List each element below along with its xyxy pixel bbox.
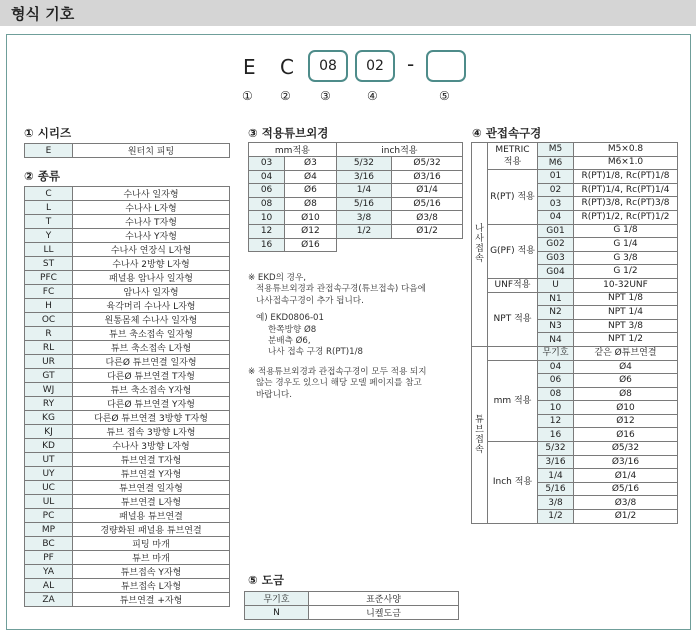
table-cell: Ø5/16 — [574, 482, 678, 496]
series-title: ① 시리즈 — [24, 126, 72, 140]
table-cell: 원터치 피팅 — [73, 144, 230, 158]
table-cell: 10 — [538, 401, 574, 415]
table-row — [245, 592, 459, 606]
screw-section-label: 나 사 접 속 — [472, 143, 488, 347]
table-cell: H — [25, 299, 73, 313]
table-cell: M5×0.8 — [574, 143, 678, 157]
table-cell: WJ — [25, 383, 73, 397]
table-cell: 03 — [249, 157, 285, 171]
table-cell: L — [25, 201, 73, 215]
table-cell: G04 — [538, 265, 574, 279]
table-cell: 04 — [249, 170, 285, 184]
table-cell: KD — [25, 439, 73, 453]
table-cell: 튜브 축소접속 일자형 — [73, 327, 230, 341]
table-cell: N2 — [538, 306, 574, 320]
table-row — [25, 144, 230, 158]
table-row — [25, 565, 230, 579]
table-row — [25, 383, 230, 397]
table-cell: Ø10 — [285, 211, 337, 225]
table-row — [25, 355, 230, 369]
table-row — [472, 170, 678, 184]
table-row — [249, 157, 463, 171]
table-cell: Ø3/8 — [392, 211, 463, 225]
table-cell: Ø1/4 — [392, 184, 463, 198]
table-cell: ST — [25, 257, 73, 271]
table-row — [472, 278, 678, 292]
tube-table — [248, 142, 463, 252]
code-number-1: ① — [242, 89, 253, 103]
table-row — [472, 143, 678, 157]
table-cell: Ø3/8 — [574, 496, 678, 510]
table-cell: NPT 1/2 — [574, 333, 678, 347]
table-cell: 04 — [538, 210, 574, 224]
table-row — [25, 243, 230, 257]
table-cell: G02 — [538, 238, 574, 252]
table-cell: 5/16 — [336, 197, 391, 211]
table-cell: R — [25, 327, 73, 341]
table-cell: R(PT)3/8, Rc(PT)3/8 — [574, 197, 678, 211]
table-cell: 튜브 마개 — [73, 551, 230, 565]
table-cell: 10-32UNF — [574, 278, 678, 292]
table-cell: 3/8 — [336, 211, 391, 225]
table-cell: Ø4 — [574, 360, 678, 374]
table-cell: M6 — [538, 156, 574, 170]
table-cell: 다른Ø 튜브연결 T자형 — [73, 369, 230, 383]
table-cell: 수나사 L자형 — [73, 201, 230, 215]
table-row — [25, 411, 230, 425]
table-row — [25, 593, 230, 607]
table-cell: 01 — [538, 170, 574, 184]
table-cell: 3/16 — [336, 170, 391, 184]
table-cell: 같은 Ø튜브연결 — [574, 346, 678, 360]
table-cell: 1/4 — [336, 184, 391, 198]
table-cell: Y — [25, 229, 73, 243]
table-cell: NPT 3/8 — [574, 319, 678, 333]
table-cell: R(PT)1/4, Rc(PT)1/4 — [574, 183, 678, 197]
table-cell: G01 — [538, 224, 574, 238]
table-cell: U — [538, 278, 574, 292]
table-row — [25, 439, 230, 453]
code-box-tube: 08 — [308, 50, 348, 82]
table-cell: N — [245, 606, 309, 620]
table-cell: 튜브접속 L자형 — [73, 579, 230, 593]
table-cell: OC — [25, 313, 73, 327]
table-cell: 08 — [538, 387, 574, 401]
note-line: 나사 접속 구경 R(PT)1/8 — [268, 347, 363, 358]
table-cell: 튜브연결 Y자형 — [73, 467, 230, 481]
table-cell: G 1/4 — [574, 238, 678, 252]
table-cell: 02 — [538, 183, 574, 197]
table-cell: 3/8 — [538, 496, 574, 510]
table-cell: 튜브 축소접속 Y자형 — [73, 383, 230, 397]
tube-section-label: 튜 브 접 속 — [472, 346, 488, 523]
table-cell: UT — [25, 453, 73, 467]
table-cell: PC — [25, 509, 73, 523]
table-cell: RL — [25, 341, 73, 355]
table-row — [25, 509, 230, 523]
table-cell: Ø12 — [574, 414, 678, 428]
table-row — [472, 224, 678, 238]
table-header: mm적용 — [249, 143, 337, 157]
table-cell: 암나사 일자형 — [73, 285, 230, 299]
table-row — [249, 238, 463, 252]
table-cell: 5/32 — [538, 442, 574, 456]
table-cell: 06 — [249, 184, 285, 198]
table-cell: 표준사양 — [309, 592, 459, 606]
table-cell: AL — [25, 579, 73, 593]
table-cell: UL — [25, 495, 73, 509]
table-row — [472, 292, 678, 306]
table-cell: Ø1/4 — [574, 469, 678, 483]
table-cell: 튜브연결 +자형 — [73, 593, 230, 607]
code-number-4: ④ — [367, 89, 378, 103]
table-row — [25, 523, 230, 537]
table-row — [25, 313, 230, 327]
table-cell: RY — [25, 397, 73, 411]
table-cell: 니켈도금 — [309, 606, 459, 620]
table-cell: 1/2 — [336, 224, 391, 238]
table-cell: Ø10 — [574, 401, 678, 415]
table-row — [25, 481, 230, 495]
port-table — [471, 142, 678, 524]
table-cell: 12 — [538, 414, 574, 428]
table-cell: MP — [25, 523, 73, 537]
code-number-2: ② — [280, 89, 291, 103]
table-row — [25, 467, 230, 481]
table-row — [25, 257, 230, 271]
note-line: 분배측 Ø6, — [268, 336, 311, 347]
table-cell: Ø12 — [285, 224, 337, 238]
notes — [248, 273, 427, 401]
table-cell: 1/2 — [538, 510, 574, 524]
table-cell: Ø16 — [285, 238, 337, 252]
table-cell: 08 — [249, 197, 285, 211]
table-row — [25, 201, 230, 215]
table-cell: 04 — [538, 360, 574, 374]
note-line: 않는 경우도 있으니 해당 모델 페이지를 참고 — [256, 378, 422, 389]
table-cell: G 1/8 — [574, 224, 678, 238]
table-cell: G 1/2 — [574, 265, 678, 279]
table-cell: 수나사 Y자형 — [73, 229, 230, 243]
table-cell: 무기호 — [538, 346, 574, 360]
group-label: R(PT) 적용 — [488, 170, 538, 224]
table-row — [249, 211, 463, 225]
section-title: 형식 기호 — [11, 5, 75, 23]
table-row — [249, 184, 463, 198]
table-cell: M6×1.0 — [574, 156, 678, 170]
table-cell: 1/4 — [538, 469, 574, 483]
table-cell: YA — [25, 565, 73, 579]
table-cell: 수나사 2방향 L자형 — [73, 257, 230, 271]
table-row — [249, 143, 463, 157]
table-row — [25, 551, 230, 565]
code-box-plating — [426, 50, 466, 82]
table-cell: ZA — [25, 593, 73, 607]
group-label: Inch 적용 — [488, 442, 538, 524]
table-cell: UY — [25, 467, 73, 481]
table-cell: G 3/8 — [574, 251, 678, 265]
table-row — [25, 453, 230, 467]
types-table — [24, 186, 230, 607]
table-row — [245, 606, 459, 620]
table-cell: FC — [25, 285, 73, 299]
table-row — [25, 299, 230, 313]
table-row — [249, 224, 463, 238]
table-cell: 경량화된 패널용 튜브연결 — [73, 523, 230, 537]
table-cell: KJ — [25, 425, 73, 439]
note-line: 예) EKD0806-01 — [256, 313, 324, 324]
table-cell: 패널용 암나사 일자형 — [73, 271, 230, 285]
note-line: 적용튜브외경과 관접속구경(튜브접속) 다음에 — [256, 284, 426, 295]
table-row — [472, 360, 678, 374]
series-table — [24, 143, 230, 158]
table-row — [25, 215, 230, 229]
table-cell — [488, 346, 538, 360]
table-cell: N1 — [538, 292, 574, 306]
table-cell: 원통몸체 수나사 일자형 — [73, 313, 230, 327]
table-cell: Ø6 — [574, 374, 678, 388]
table-cell: Ø3/16 — [574, 455, 678, 469]
table-row — [25, 271, 230, 285]
note-line: ※ EKD의 경우, — [248, 273, 306, 283]
table-cell: Ø5/32 — [392, 157, 463, 171]
table-cell: 5/16 — [538, 482, 574, 496]
table-cell: 수나사 연장식 L자형 — [73, 243, 230, 257]
table-cell: 튜브 축소접속 L자형 — [73, 341, 230, 355]
table-cell: NPT 1/8 — [574, 292, 678, 306]
table-cell: 튜브연결 T자형 — [73, 453, 230, 467]
table-cell: 피팅 마개 — [73, 537, 230, 551]
table-header: inch적용 — [336, 143, 462, 157]
table-cell: 패널용 튜브연결 — [73, 509, 230, 523]
table-cell: 튜브연결 L자형 — [73, 495, 230, 509]
table-cell — [336, 238, 391, 252]
table-cell: BC — [25, 537, 73, 551]
table-cell: 튜브 접속 3방향 L자형 — [73, 425, 230, 439]
table-row — [25, 579, 230, 593]
table-cell: KG — [25, 411, 73, 425]
table-cell: PF — [25, 551, 73, 565]
table-cell: 수나사 일자형 — [73, 187, 230, 201]
group-label: G(PF) 적용 — [488, 224, 538, 278]
grade-table — [244, 591, 459, 620]
table-row — [25, 397, 230, 411]
table-row — [25, 537, 230, 551]
table-cell: 5/32 — [336, 157, 391, 171]
group-label: METRIC 적용 — [488, 143, 538, 170]
table-cell: Ø6 — [285, 184, 337, 198]
note-line: 한쪽방향 Ø8 — [268, 324, 317, 335]
table-cell: R(PT)1/2, Rc(PT)1/2 — [574, 210, 678, 224]
code-dash: - — [407, 52, 415, 76]
table-cell: R(PT)1/8, Rc(PT)1/8 — [574, 170, 678, 184]
table-row — [25, 187, 230, 201]
table-cell: Ø16 — [574, 428, 678, 442]
table-cell: Ø1/2 — [392, 224, 463, 238]
table-cell: Ø5/32 — [574, 442, 678, 456]
table-cell: Ø8 — [574, 387, 678, 401]
table-cell: PFC — [25, 271, 73, 285]
table-cell: G03 — [538, 251, 574, 265]
table-row — [25, 229, 230, 243]
table-cell: 03 — [538, 197, 574, 211]
table-cell: 12 — [249, 224, 285, 238]
table-row — [25, 285, 230, 299]
table-cell: 06 — [538, 374, 574, 388]
table-cell: Ø3 — [285, 157, 337, 171]
table-cell: 3/16 — [538, 455, 574, 469]
table-cell: 다른Ø 튜브연결 Y자형 — [73, 397, 230, 411]
code-letter-e: E — [243, 55, 256, 79]
table-row — [249, 197, 463, 211]
table-cell: 다른Ø 튜브연결 3방향 T자형 — [73, 411, 230, 425]
code-box-port: 02 — [355, 50, 395, 82]
group-label: NPT 적용 — [488, 292, 538, 346]
table-cell: Ø5/16 — [392, 197, 463, 211]
table-row — [25, 327, 230, 341]
table-cell: T — [25, 215, 73, 229]
table-cell: 10 — [249, 211, 285, 225]
table-cell: M5 — [538, 143, 574, 157]
table-cell: N4 — [538, 333, 574, 347]
group-label: mm 적용 — [488, 360, 538, 442]
table-cell: 16 — [538, 428, 574, 442]
table-row — [25, 341, 230, 355]
table-row — [25, 495, 230, 509]
table-cell: UR — [25, 355, 73, 369]
port-title: ④ 관접속구경 — [472, 126, 542, 140]
table-cell: 다른Ø 튜브연결 일자형 — [73, 355, 230, 369]
types-title: ② 종류 — [24, 169, 60, 183]
table-cell — [392, 238, 463, 252]
table-cell: NPT 1/4 — [574, 306, 678, 320]
table-cell: GT — [25, 369, 73, 383]
table-cell: Ø4 — [285, 170, 337, 184]
table-cell: Ø3/16 — [392, 170, 463, 184]
note-line: 바랍니다. — [256, 389, 292, 400]
code-letter-c: C — [280, 55, 294, 79]
table-cell: 무기호 — [245, 592, 309, 606]
section-header — [0, 0, 696, 26]
table-cell: E — [25, 144, 73, 158]
code-number-5: ⑤ — [439, 89, 450, 103]
table-cell: N3 — [538, 319, 574, 333]
table-cell: Ø8 — [285, 197, 337, 211]
table-cell: LL — [25, 243, 73, 257]
code-number-3: ③ — [320, 89, 331, 103]
table-cell: 수나사 T자형 — [73, 215, 230, 229]
table-row — [472, 442, 678, 456]
table-cell: 수나사 3방향 L자형 — [73, 439, 230, 453]
table-row — [472, 346, 678, 360]
table-cell: 육각머리 수나사 L자형 — [73, 299, 230, 313]
table-cell: UC — [25, 481, 73, 495]
table-cell: 튜브연결 일자형 — [73, 481, 230, 495]
note-line: 나사접속구경이 추가 됩니다. — [256, 295, 364, 306]
table-row — [249, 170, 463, 184]
note-line: ※ 적용튜브외경과 관접속구경이 모두 적용 되지 — [248, 366, 427, 377]
table-cell: Ø1/2 — [574, 510, 678, 524]
table-row — [25, 369, 230, 383]
table-cell: 튜브접속 Y자형 — [73, 565, 230, 579]
table-cell: 16 — [249, 238, 285, 252]
group-label: UNF적용 — [488, 278, 538, 292]
table-cell: C — [25, 187, 73, 201]
grade-title: ⑤ 도금 — [248, 573, 284, 587]
tube-title: ③ 적용튜브외경 — [248, 126, 329, 140]
table-row — [25, 425, 230, 439]
